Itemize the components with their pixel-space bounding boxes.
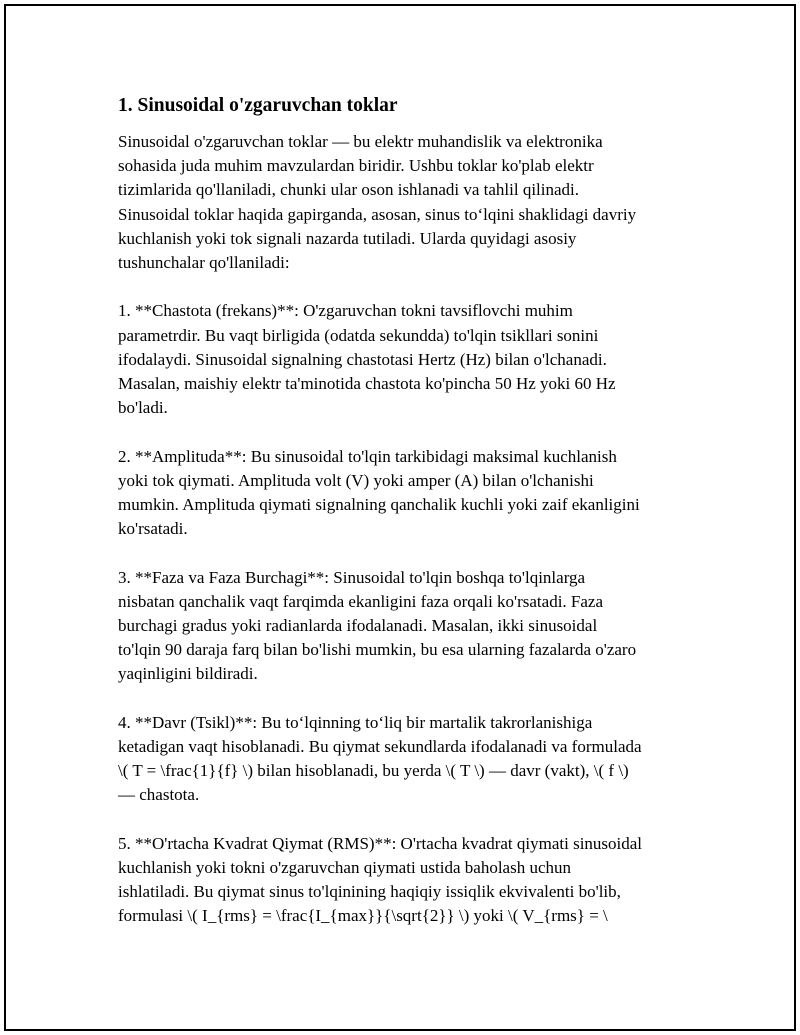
text-line: Masalan, maishiy elektr ta'minotida chastota ko'pincha 50 Hz yoki 60 Hz — [118, 374, 616, 394]
text-line: \( T = \frac{1}{f} \) bilan hisoblanadi, bu yerda \( T \) — davr (vakt), \( f \) — [118, 761, 629, 781]
text-line: ifodalaydi. Sinusoidal signalning chastotasi Hertz (Hz) bilan o'lchanadi. — [118, 349, 607, 369]
period-paragraph — [118, 711, 688, 808]
text-line: parametrdir. Bu vaqt birligida (odatda sekundda) to'lqin tsikllari sonini — [118, 325, 599, 345]
text-line: kuchlanish yoki tokni o'zgaruvchan qiymati ustida baholash uchun — [118, 858, 571, 878]
text-line: 3. **Faza va Faza Burchagi**: Sinusoidal to'lqin boshqa to'lqinlarga — [118, 567, 586, 587]
text-line: sohasida juda muhim mavzulardan biridir. Ushbu toklar ko'plab elektr — [118, 156, 594, 176]
text-line: ketadigan vaqt hisoblanadi. Bu qiymat sekundlarda ifodalanadi va formulada — [118, 737, 642, 757]
text-line: tizimlarida qo'llaniladi, chunki ular oson ishlanadi va tahlil qilinadi. — [118, 180, 580, 200]
text-line: tushunchalar qo'llaniladi: — [118, 253, 290, 273]
amplitude-paragraph — [118, 445, 688, 542]
intro-paragraph — [118, 130, 688, 275]
phase-paragraph — [118, 566, 688, 687]
document-body — [118, 92, 688, 953]
text-line: yoki tok qiymati. Amplituda volt (V) yoki amper (A) bilan o'lchanishi — [118, 470, 594, 490]
text-line: to'lqin 90 daraja farq bilan bo'lishi mumkin, bu esa ularning fazalarda o'zaro — [118, 640, 637, 660]
text-line: Sinusoidal o'zgaruvchan toklar — bu elektr muhandislik va elektronika — [118, 132, 603, 151]
text-line: yaqinligini bildiradi. — [118, 664, 258, 684]
text-line: 4. **Davr (Tsikl)**: Bu to‘lqinning to‘liq bir martalik takrorlanishiga — [118, 712, 593, 732]
text-line: burchagi gradus yoki radianlarda ifodalanadi. Masalan, ikki sinusoidal — [118, 616, 598, 636]
text-line: bo'ladi. — [118, 398, 168, 418]
text-line: Sinusoidal toklar haqida gapirganda, asosan, sinus to‘lqini shaklidagi davriy — [118, 204, 637, 224]
text-line: 2. **Amplituda**: Bu sinusoidal to'lqin tarkibidagi maksimal kuchlanish — [118, 446, 617, 466]
text-line: kuchlanish yoki tok signali nazarda tutiladi. Ularda quyidagi asosiy — [118, 228, 577, 248]
rms-paragraph — [118, 832, 688, 929]
text-line: mumkin. Amplituda qiymati signalning qanchalik kuchli yoki zaif ekanligini — [118, 495, 640, 515]
text-line: ishlatiladi. Bu qiymat sinus to'lqinining haqiqiy issiqlik ekvivalenti bo'lib, — [118, 882, 621, 902]
text-line: — chastota. — [118, 785, 200, 805]
text-line: formulasi \( I_{rms} = \frac{I_{max}}{\sqrt{2}} \) yoki \( V_{rms} = \ — [118, 906, 608, 926]
frequency-paragraph — [118, 299, 688, 420]
text-line: 5. **O'rtacha Kvadrat Qiymat (RMS)**: O'rtacha kvadrat qiymati sinusoidal — [118, 833, 643, 853]
text-line: nisbatan qanchalik vaqt farqimda ekanligini faza orqali ko'rsatadi. Faza — [118, 591, 604, 611]
text-line: 1. **Chastota (frekans)**: O'zgaruvchan tokni tavsiflovchi muhim — [118, 301, 573, 321]
section-heading: 1. Sinusoidal o'zgaruvchan toklar — [118, 95, 398, 116]
text-line: ko'rsatadi. — [118, 519, 188, 539]
